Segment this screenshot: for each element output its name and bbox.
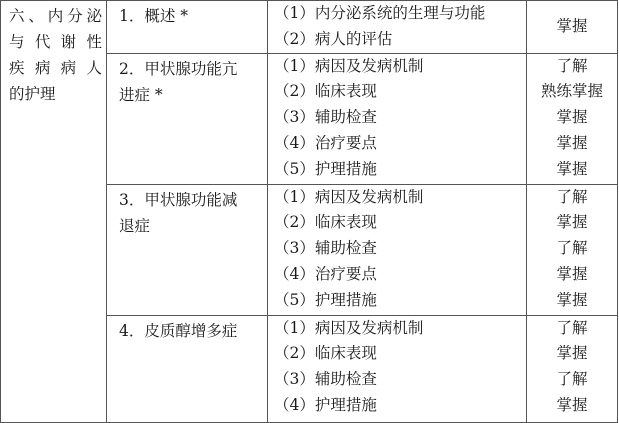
section-title-line: 与代谢性: [9, 33, 102, 51]
topic-title: 4．皮质醇增多症: [119, 321, 238, 340]
topic-title: 退症: [119, 216, 151, 235]
topic-title: 3．甲状腺功能减: [119, 190, 238, 209]
items-cell: [268, 1, 527, 54]
requirement-level: 了解: [556, 318, 588, 337]
table-row: [1, 1, 618, 54]
topic-title: 进症 *: [119, 85, 163, 104]
content-item: （4）治疗要点: [274, 264, 377, 283]
items-cell: [268, 53, 527, 184]
requirement-level: 掌握: [556, 16, 588, 35]
content-item: （3）辅助检查: [274, 239, 377, 258]
content-item: （5）护理措施: [274, 159, 377, 178]
requirement-level: 掌握: [556, 133, 588, 152]
requirement-level: 掌握: [556, 344, 588, 363]
section-title-line: 疾病病人: [9, 59, 102, 77]
content-item: （1）病因及发病机制: [274, 318, 424, 337]
levels-cell: [527, 53, 618, 184]
requirement-level: 了解: [556, 56, 588, 75]
requirement-level: 掌握: [556, 264, 588, 283]
topic-title: 1．概述 *: [119, 7, 189, 25]
requirement-level: 掌握: [556, 395, 588, 414]
content-item: （2）临床表现: [274, 82, 377, 101]
topic-cell: [107, 1, 268, 54]
section-title: [1, 1, 107, 423]
content-item: （1）病因及发病机制: [274, 56, 424, 75]
content-item: （3）辅助检查: [274, 108, 377, 127]
requirement-level: 掌握: [556, 290, 588, 309]
levels-cell: [527, 184, 618, 315]
content-item: （2）病人的评估: [274, 29, 393, 48]
requirement-level: 了解: [556, 239, 588, 258]
section-title-line: 六、内分泌: [9, 7, 102, 25]
content-item: （4）护理措施: [274, 395, 377, 414]
content-item: （3）辅助检查: [274, 370, 377, 389]
levels-cell: [527, 315, 618, 422]
items-cell: [268, 184, 527, 315]
topic-title: 2．甲状腺功能亢: [119, 59, 238, 78]
requirement-level: 熟练掌握: [540, 82, 603, 101]
requirement-level: 掌握: [556, 108, 588, 127]
content-item: （1）内分泌系统的生理与功能: [274, 4, 486, 22]
content-item: （2）临床表现: [274, 213, 377, 232]
requirement-level: 了解: [556, 370, 588, 389]
topic-cell: [107, 184, 268, 315]
section-title-line: 的护理: [9, 85, 56, 103]
requirement-level: 掌握: [556, 213, 588, 232]
items-cell: [268, 315, 527, 422]
topic-cell: [107, 53, 268, 184]
content-item: （5）护理措施: [274, 290, 377, 309]
content-item: （1）病因及发病机制: [274, 187, 424, 206]
content-item: （4）治疗要点: [274, 133, 377, 152]
topic-cell: [107, 315, 268, 422]
requirement-level: 掌握: [556, 159, 588, 178]
content-item: （2）临床表现: [274, 344, 377, 363]
levels-cell: [527, 1, 618, 54]
requirement-level: 了解: [556, 187, 588, 206]
